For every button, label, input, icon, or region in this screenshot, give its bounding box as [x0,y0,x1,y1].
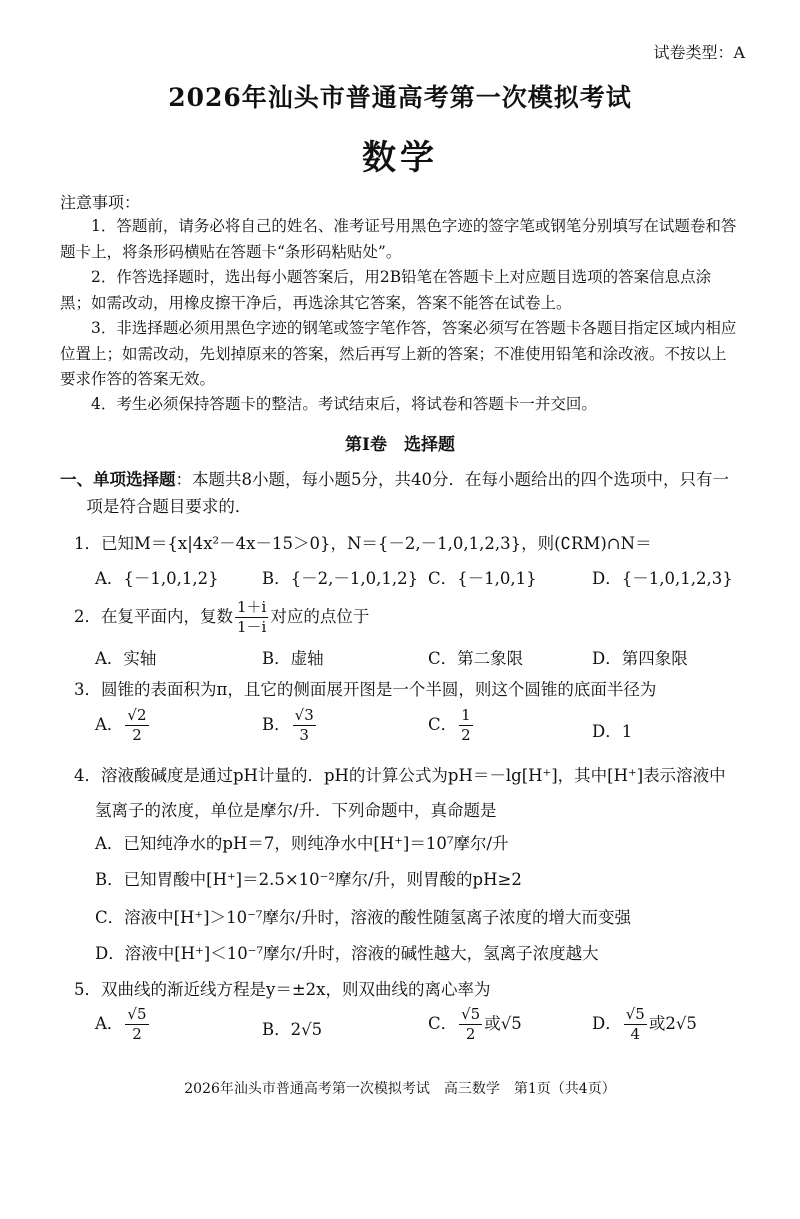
note-item-3: 3．非选择题必须用黑色字迹的钢笔或签字笔作答，答案必须写在答题卡各题目指定区域内相应位置上；如需改动，先划掉原来的答案，然后再写上新的答案；不准使用铅笔和涂改液。不按以上要求作答的答案无效。 [60,319,737,388]
question-3-option-d: D．1 [592,722,633,741]
note-item-1: 1．答题前，请务必将自己的姓名、准考证号用黑色字迹的签字笔或钢笔分别填写在试题卷和答题卡上，将条形码横贴在答题卡“条形码粘贴处”。 [60,217,737,261]
question-2-stem-before: 2．在复平面内，复数 [74,607,233,626]
question-2-option-d: D．第四象限 [592,649,688,668]
fraction-numerator: 1 [461,706,471,724]
fraction-numerator: √3 [294,706,314,724]
note-item-4: 4．考生必须保持答题卡的整洁。考试结束后，将试卷和答题卡一并交回。 [91,395,597,413]
subject-title: 数学 [362,138,438,178]
question-5-stem: 5．双曲线的渐近线方程是y＝±2x，则双曲线的离心率为 [74,980,491,999]
question-1-option-a: A．{－1,0,1,2} [95,569,219,588]
question-2-stem-after: 对应的点位于 [270,607,370,626]
fraction-denominator: 1－i [237,618,267,636]
question-3-option-c: C． $\frac{1}{2}$ [428,706,471,744]
question-3-option-b: B． $\frac{√3}{3}$ [262,706,314,744]
question-1-stem: 1．已知M＝{x|4x²－4x－15＞0}，N＝{－2,－1,0,1,2,3}，则(∁RM)∩N＝ [74,534,652,553]
question-2-stem [74,598,369,637]
fraction-numerator: √5 [461,1005,481,1023]
question-5-option-b: B．2√5 [262,1020,323,1039]
question-4-stem-line-1: 4．溶液酸碱度是通过pH计量的．pH的计算公式为pH＝－lg[H⁺]，其中[H⁺]表示溶液中 [74,766,726,785]
page-footer: 2026年汕头市普通高考第一次模拟考试 高三数学 第1页（共4页） [184,1081,616,1097]
question-4-stem-line-2: 氢离子的浓度，单位是摩尔/升．下列命题中，真命题是 [95,801,497,820]
question-2-option-b: B．虚轴 [262,649,324,668]
question-4-option-c: C．溶液中[H⁺]＞10⁻⁷摩尔/升时，溶液的酸性随氢离子浓度的增大而变强 [95,908,631,927]
fraction-numerator: 1＋i [237,598,267,616]
part-description: ：本题共8小题，每小题5分，共40分．在每小题给出的四个选项中，只有一项是符合题目要求的． [86,470,729,516]
exam-title: 2026年汕头市普通高考第一次模拟考试 [168,83,632,112]
question-2-fraction [235,598,268,637]
fraction-numerator: √2 [127,706,147,724]
note-item-2: 2．作答选择题时，选出每小题答案后，用2B铅笔在答题卡上对应题目选项的答案信息点涂黑；如需改动，用橡皮擦干净后，再选涂其它答案，答案不能答在试卷上。 [60,268,712,312]
question-2-option-c: C．第二象限 [428,649,524,668]
fraction-numerator: √5 [625,1005,645,1023]
paper-type-label: 试卷类型：A [653,43,745,62]
question-3-stem: 3．圆锥的表面积为π，且它的侧面展开图是一个半圆，则这个圆锥的底面半径为 [74,680,657,699]
fraction-denominator: 2 [132,1025,142,1043]
question-1-option-d: D．{－1,0,1,2,3} [592,569,733,588]
fraction-denominator: 2 [461,726,471,744]
question-4-option-d: D．溶液中[H⁺]＜10⁻⁷摩尔/升时，溶液的碱性越大，氢离子浓度越大 [95,944,599,963]
question-3-option-a: A． $\frac{√2}{2}$ [95,706,147,744]
fraction-denominator: 2 [465,1025,476,1043]
question-5-option-c: C． $\frac{√5}{2}$ 或√5 [428,1005,522,1043]
part-label: 一、单项选择题 [60,470,176,489]
question-5-option-d: D． $\frac{√5}{4}$ 或2√5 [592,1005,697,1043]
question-4-option-b: B．已知胃酸中[H⁺]＝2.5×10⁻²摩尔/升，则胃酸的pH≥2 [95,870,522,889]
fraction-denominator: 4 [630,1025,641,1043]
section-title: 第Ⅰ卷 选择题 [345,435,455,455]
fraction-denominator: 2 [132,726,142,744]
question-5-option-a: A． $\frac{√5}{2}$ [95,1005,147,1043]
question-4-option-a: A．已知纯净水的pH＝7，则纯净水中[H⁺]＝10⁷摩尔/升 [95,834,509,853]
part-instructions [60,466,740,520]
question-2-option-a: A．实轴 [95,649,157,668]
fraction-numerator: √5 [127,1005,147,1023]
question-1-option-b: B．{－2,－1,0,1,2} [262,569,419,588]
fraction-denominator: 3 [299,726,309,744]
notes-heading: 注意事项： [60,193,141,212]
question-1-option-c: C．{－1,0,1} [428,569,537,588]
